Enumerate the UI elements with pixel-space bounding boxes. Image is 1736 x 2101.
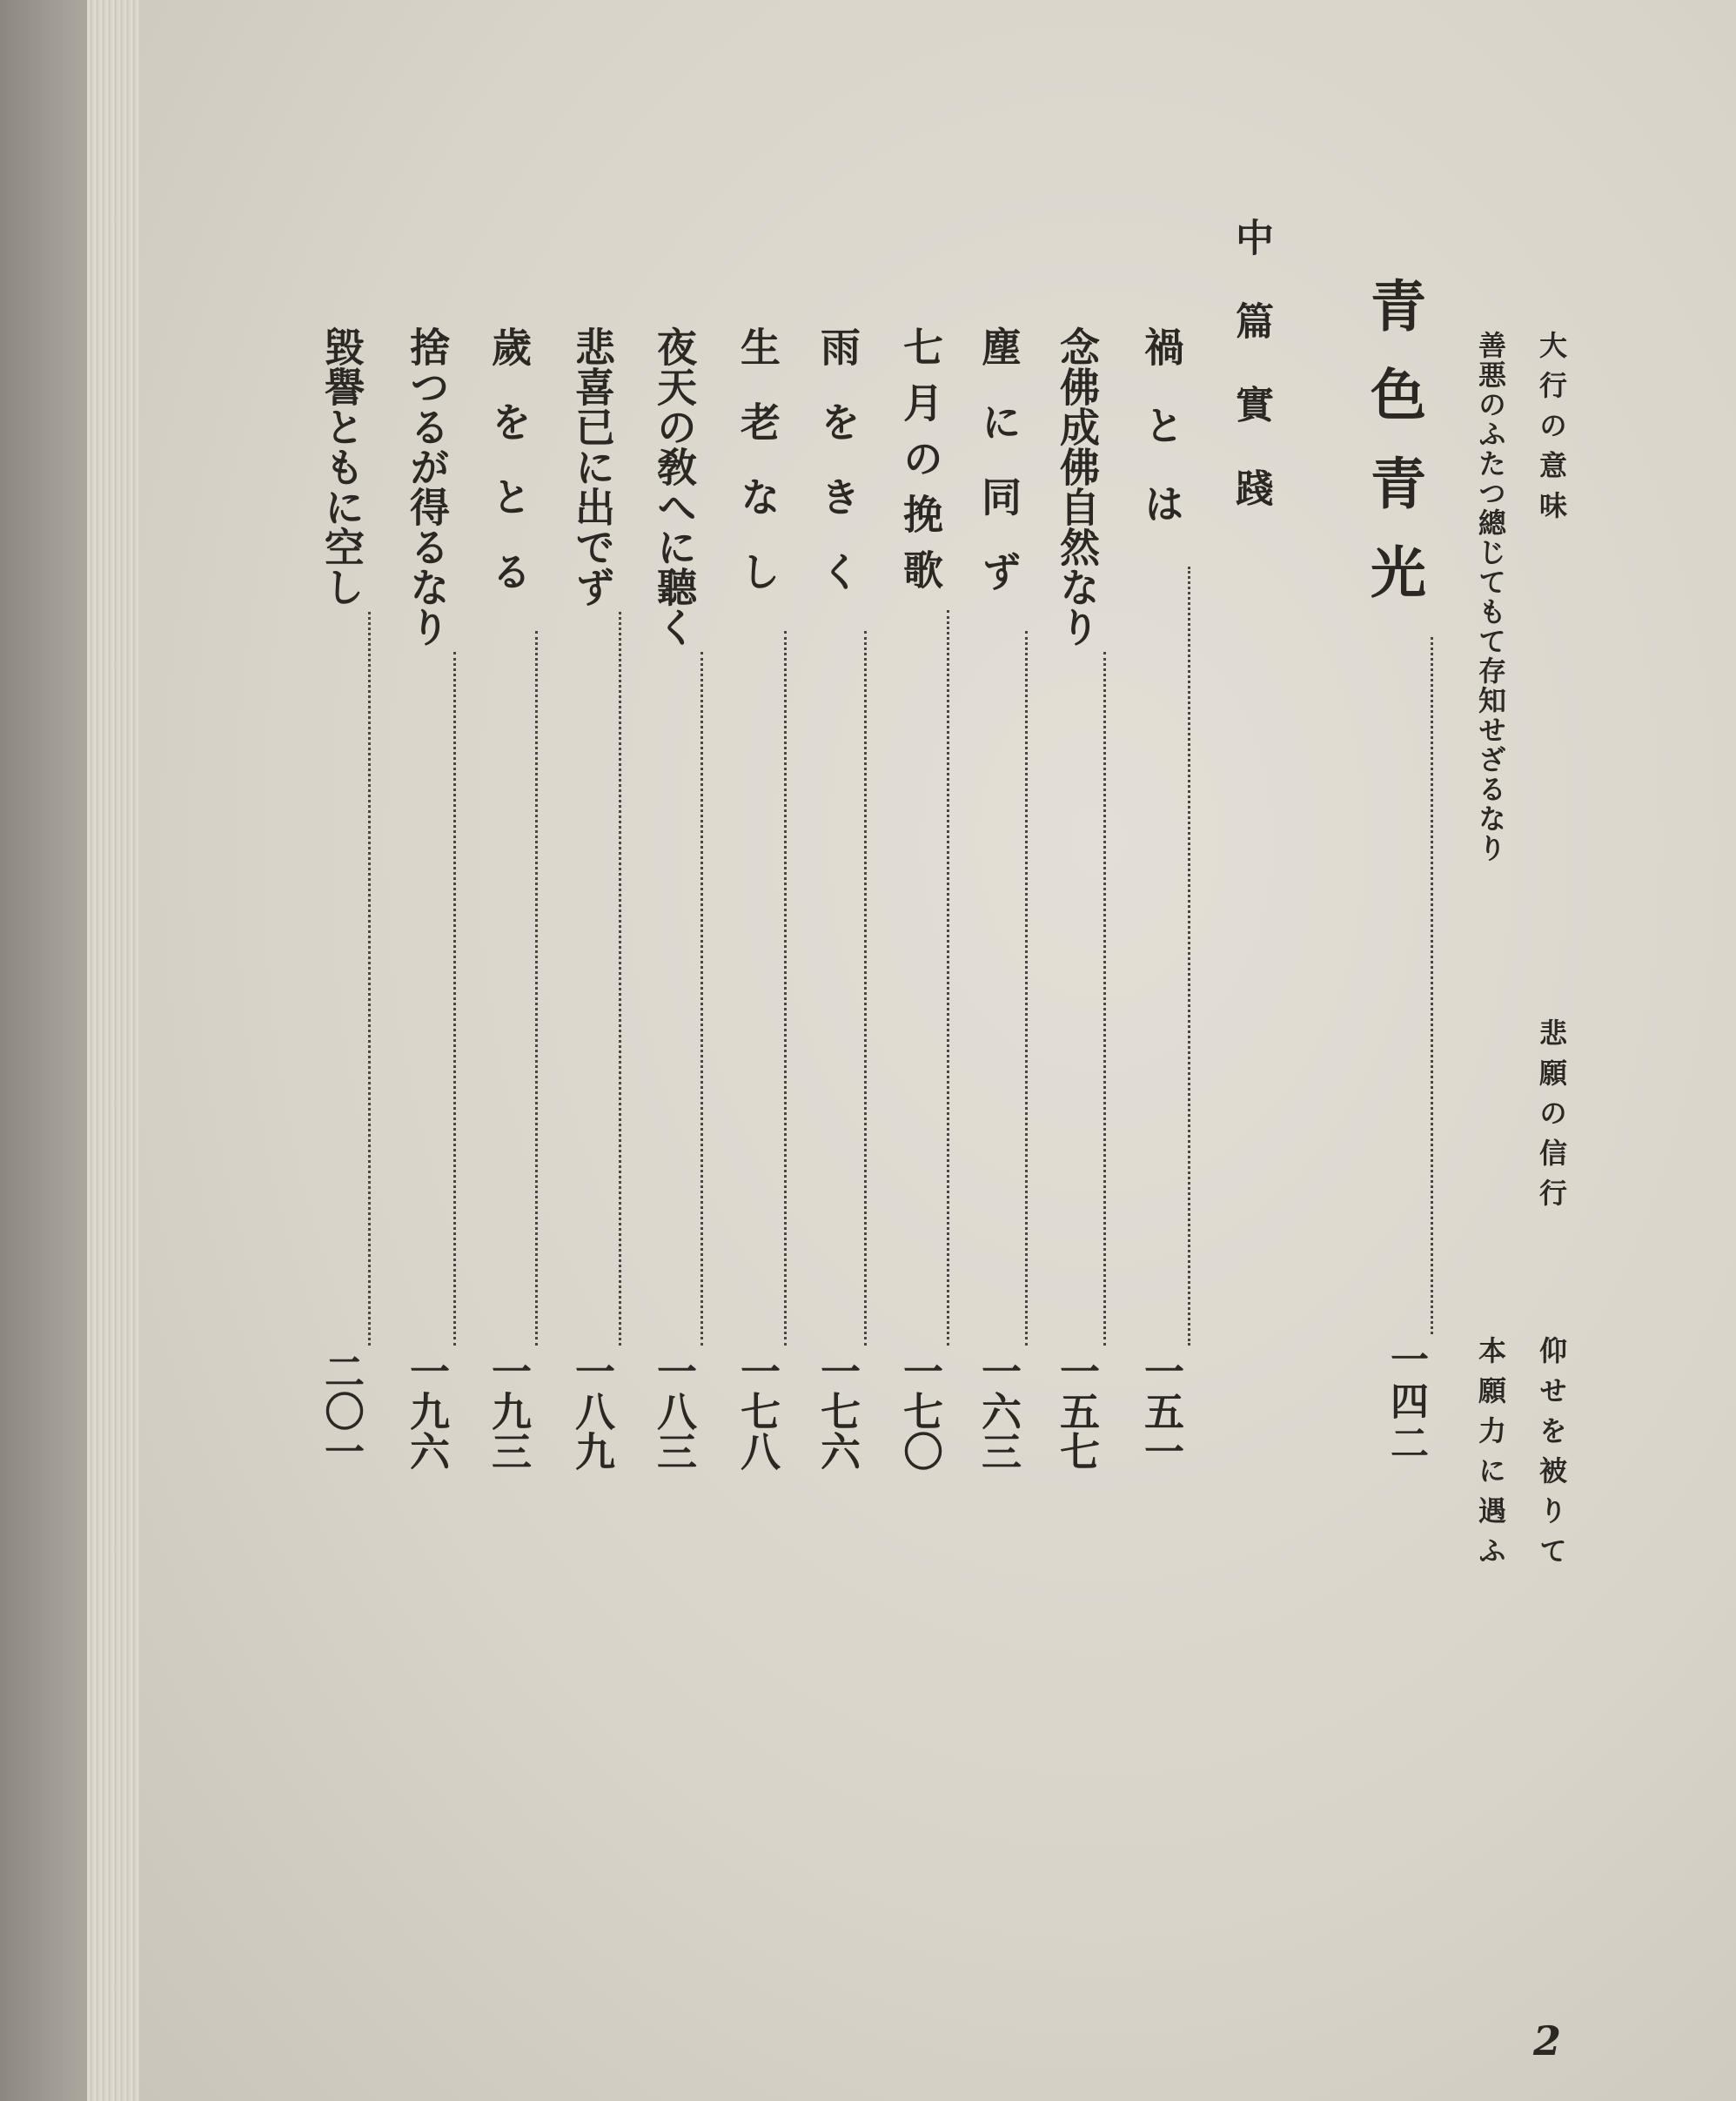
toc-entry: 夜天の敎へに聽く 一八三 [646,326,703,1471]
toc-entry: 念佛成佛自然なり 一五七 [1049,326,1106,1471]
toc-entry: 毀譽ともに空し 二〇一 [313,326,371,1471]
subhead-meaning: 大行の意味 [1535,331,1568,531]
subhead-vow: 悲願の信行 [1535,1018,1568,1218]
subhead-column-4 [1471,1336,1511,1576]
subhead-good-evil: 善悪のふたつ總じてもて存知せざるなり [1474,331,1507,863]
toc-entry: 捨つるが得るなり 一九六 [399,326,456,1471]
part-title: 中篇實踐 [1229,218,1273,552]
subhead-receive: 仰せを被りて [1535,1336,1568,1576]
dot-leader [1431,637,1433,1334]
section-page: 一四二 [1384,1339,1428,1465]
page-number: 2 [1533,2017,1562,2064]
subhead-column-3 [1532,1336,1572,1576]
toc-entry: 塵に同ず 一六三 [970,326,1028,1471]
subhead-encounter: 本願力に遇ふ [1474,1336,1507,1576]
section-title-row [1353,277,1433,1465]
toc-entry: 七月の挽歌 一七〇 [892,326,949,1471]
toc-entry: 禍とは 一五一 [1133,326,1190,1471]
section-title: 青色青光 [1361,277,1426,632]
toc-entry: 歲をとる 一九三 [480,326,538,1471]
toc-entry: 雨をきく 一七六 [809,326,867,1471]
toc-entry: 生老なし 一七八 [729,326,787,1471]
subhead-column-2 [1471,331,1511,863]
subhead-column-1 [1532,331,1572,1218]
toc-entry: 悲喜已に出でず 一八九 [564,326,621,1471]
